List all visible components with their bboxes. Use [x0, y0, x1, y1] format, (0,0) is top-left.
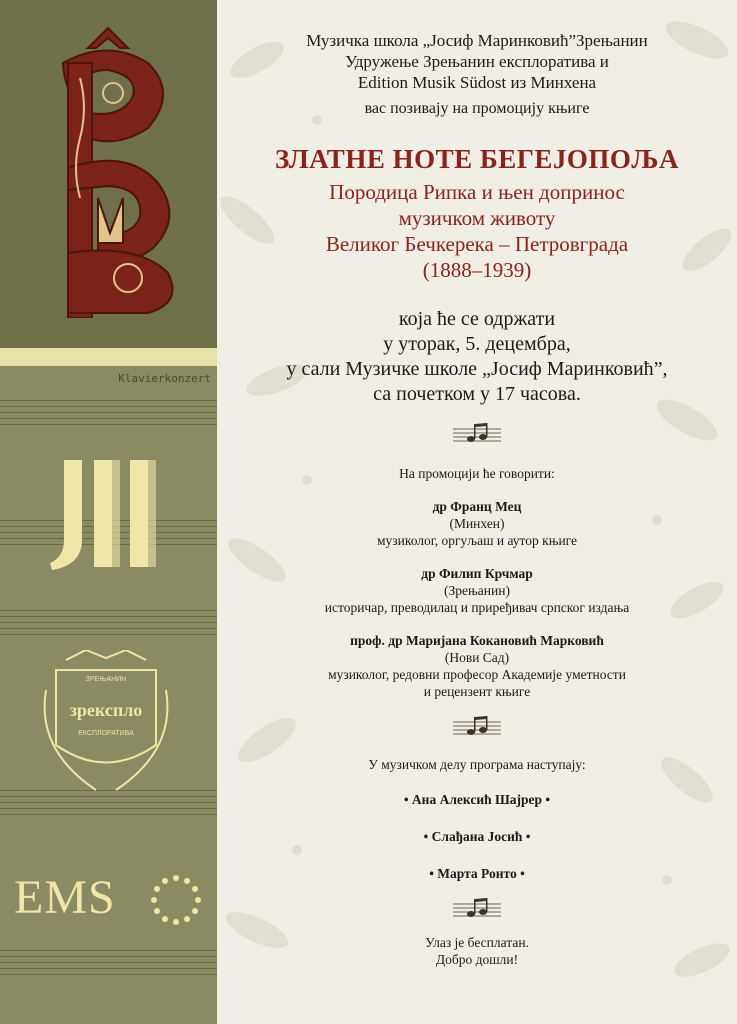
organizer-line: Музичка школа „Јосиф Маринковић”Зрењанин	[306, 31, 648, 50]
event-details	[217, 307, 737, 407]
music-note-divider-icon	[451, 714, 503, 738]
speaker-role: музиколог, оргуљаш и аутор књиге	[376, 533, 578, 548]
invitation-panel	[217, 0, 737, 1024]
invite-text: вас позивају на промоцију књиге	[364, 100, 590, 117]
speaker-role: и рецензент књиге	[423, 684, 531, 699]
crest-bottom-text: ЕКСПЛОРАТИВА	[78, 730, 134, 737]
ems-logo-text: EMS	[14, 871, 116, 924]
speaker-block	[217, 632, 737, 700]
speaker-city: (Минхен)	[449, 516, 505, 531]
sheet-music-label: Klavierkonzert	[118, 372, 211, 385]
closing-text	[217, 934, 737, 968]
music-note-divider-icon	[451, 896, 503, 920]
invitation-text	[217, 0, 737, 968]
left-sidebar	[0, 0, 217, 1024]
organizer-line: Edition Musik Südost из Минхена	[357, 73, 597, 92]
speaker-block	[217, 498, 737, 549]
subtitle-line: музичком животу	[398, 206, 556, 230]
subtitle-line: Великог Бечкерека – Петровграда	[325, 232, 629, 256]
crest-top-text: ЗРЕЊАНИН	[85, 676, 127, 683]
performer: • Марта Ронто •	[429, 866, 525, 881]
speaker-block	[217, 565, 737, 616]
subtitle-line: Породица Рипка и њен допринос	[329, 180, 625, 204]
closing-line: Добро дошли!	[435, 952, 519, 967]
performer: • Ана Алексић Шајрер •	[403, 792, 551, 807]
event-line: која ће се одржати	[398, 308, 556, 330]
speaker-name: др Филип Крчмар	[421, 566, 533, 581]
speaker-role: историчар, преводилац и приређивач српског издања	[324, 600, 630, 615]
speaker-city: (Зрењанин)	[444, 583, 510, 598]
music-note-divider-icon	[451, 421, 503, 445]
jmm-school-logo	[42, 455, 172, 575]
event-line: у уторак, 5. децембра,	[383, 333, 571, 355]
speaker-city: (Нови Сад)	[444, 650, 510, 665]
speaker-name: проф. др Маријана Кокановић Марковић	[350, 633, 604, 648]
event-line: у сали Музичке школе „Јосиф Маринковић”,	[286, 358, 668, 380]
eu-stars-icon	[148, 872, 204, 928]
sidebar-stripe	[0, 348, 217, 366]
closing-line: Улаз је бесплатан.	[425, 935, 529, 950]
subtitle-line: (1888–1939)	[422, 258, 532, 282]
zrexplo-crest-logo	[36, 650, 176, 800]
book-title: ЗЛАТНЕ НОТЕ БЕГЕЈОПОЉА	[275, 144, 679, 174]
organizers	[217, 30, 737, 93]
performer: • Слађана Јосић •	[423, 829, 531, 844]
crest-main-text: зрекспло	[69, 700, 143, 720]
book-subtitle	[217, 179, 737, 283]
speaker-name: др Франц Мец	[432, 499, 522, 514]
speaker-role: музиколог, редовни професор Академије уметности	[328, 667, 626, 682]
ripka-monogram-logo	[28, 18, 188, 318]
event-line: са почетком у 17 часова.	[373, 383, 581, 405]
music-heading: У музичком делу програма наступају:	[368, 757, 586, 772]
speakers-heading: На промоцији ће говорити:	[399, 466, 555, 481]
organizer-line: Удружење Зрењанин експлоратива и	[345, 52, 609, 71]
